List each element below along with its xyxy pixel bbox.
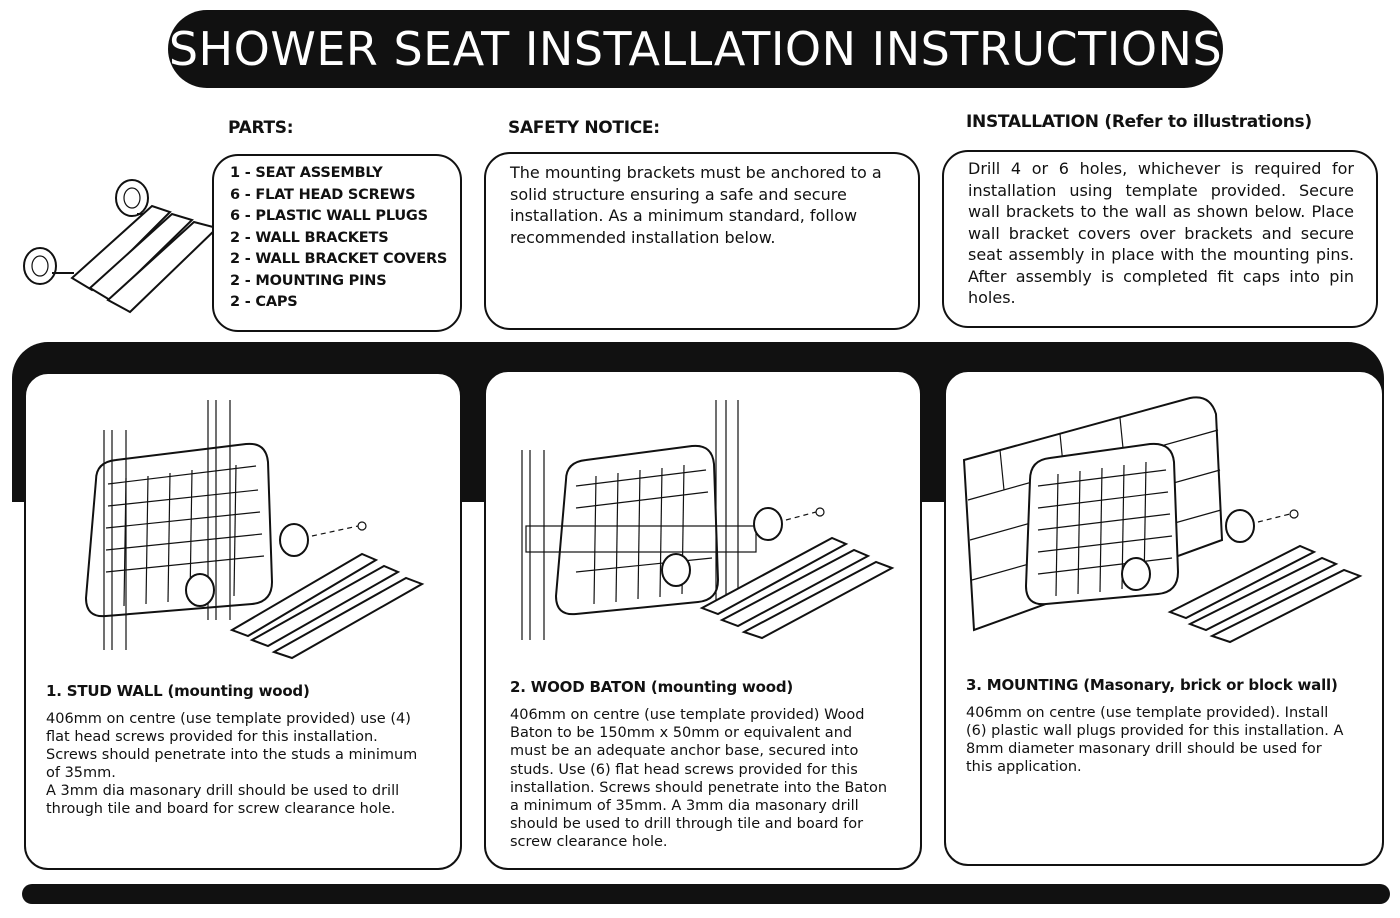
parts-box bbox=[212, 154, 462, 332]
seat-assembly-illustration bbox=[12, 178, 222, 328]
parts-heading: PARTS: bbox=[228, 118, 294, 138]
stud-wall-illustration bbox=[66, 400, 446, 670]
safety-heading: SAFETY NOTICE: bbox=[508, 118, 660, 138]
panel-2-heading: 2. WOOD BATON (mounting wood) bbox=[510, 678, 794, 696]
masonry-illustration bbox=[960, 390, 1370, 650]
panel-masonry bbox=[944, 370, 1384, 866]
panel-1-heading: 1. STUD WALL (mounting wood) bbox=[46, 682, 310, 700]
panel-1-text: 406mm on centre (use template provided) use (4) flat head screws provided for this installation. Screws should penetrate into the studs a minimum of 35mm. A 3mm dia masonary drill should be used to drill through tile and board for screw clearance hole. bbox=[46, 711, 418, 817]
installation-box bbox=[942, 150, 1378, 328]
panel-2-text: 406mm on centre (use template provided) Wood Baton to be 150mm x 50mm or equivalent and must be an adequate anchor base, secured into studs. Use (6) flat head screws provided for this installation. Screws should penetrate into the Baton a minimum of 35mm. A 3mm dia masonary drill should be used to drill through tile and board for screw clearance hole. bbox=[510, 707, 888, 851]
bottom-bar bbox=[22, 884, 1390, 904]
parts-item: 2 - WALL BRACKET COVERS bbox=[230, 251, 448, 267]
safety-box bbox=[484, 152, 920, 330]
panel-3-text: 406mm on centre (use template provided). Install (6) plastic wall plugs provided for this installation. A 8mm diameter masonary drill should be used for this application. bbox=[966, 705, 1344, 775]
panel-wood-baton bbox=[484, 370, 922, 870]
wood-baton-illustration bbox=[516, 400, 906, 660]
panel-stud-wall bbox=[24, 372, 462, 870]
panel-3-heading: 3. MOUNTING (Masonary, brick or block wall) bbox=[966, 676, 1338, 694]
safety-text: The mounting brackets must be anchored to a solid structure ensuring a safe and secure installation. As a minimum standard, follow recommended installation below. bbox=[510, 163, 882, 247]
installation-heading: INSTALLATION (Refer to illustrations) bbox=[966, 112, 1312, 132]
installation-text: Drill 4 or 6 holes, whichever is required for installation using template provided. Secure wall brackets to the wall as shown below. Place wall bracket covers over brackets and secure seat assembly in place with the mounting pins. After assembly is completed fit caps into pin holes. bbox=[968, 159, 1354, 307]
parts-item: 6 - PLASTIC WALL PLUGS bbox=[230, 208, 428, 224]
page-title: SHOWER SEAT INSTALLATION INSTRUCTIONS bbox=[168, 22, 1223, 76]
title-banner bbox=[168, 10, 1223, 88]
parts-list bbox=[230, 163, 460, 314]
parts-item: 2 - CAPS bbox=[230, 294, 298, 310]
parts-item: 6 - FLAT HEAD SCREWS bbox=[230, 186, 416, 203]
parts-item: 1 - SEAT ASSEMBLY bbox=[230, 165, 383, 181]
parts-item: 2 - WALL BRACKETS bbox=[230, 229, 389, 246]
parts-item: 2 - MOUNTING PINS bbox=[230, 272, 387, 289]
